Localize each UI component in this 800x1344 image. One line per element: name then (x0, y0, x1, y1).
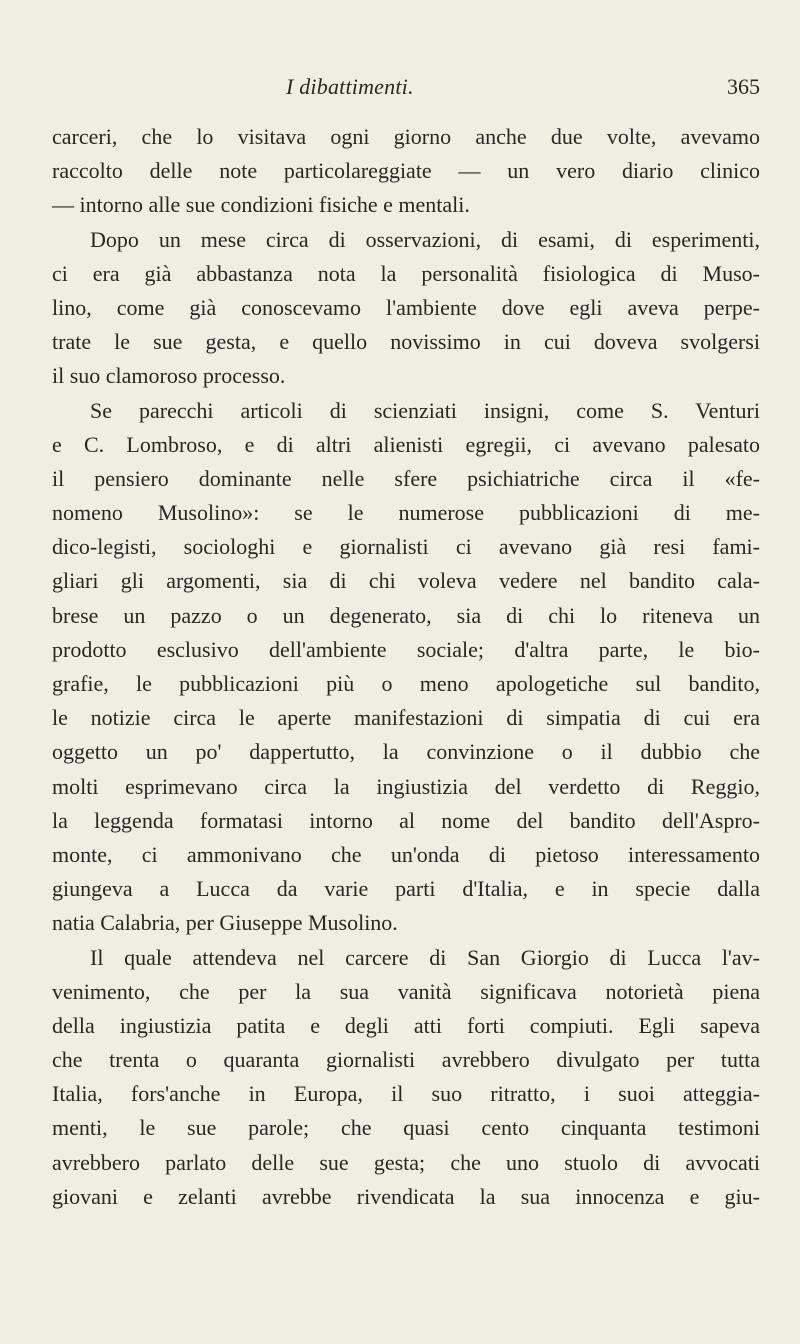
text-line: della ingiustizia patita e degli atti forti compiuti. Egli sapeva (52, 1012, 760, 1038)
text-line: avrebbero parlato delle sue gesta; che uno stuolo di avvocati (52, 1149, 760, 1175)
text-line: la leggenda formatasi intorno al nome del bandito dell'Aspro- (52, 807, 760, 833)
text-line: dico-legisti, sociologhi e giornalisti ci avevano già resi fami- (52, 534, 760, 560)
text-line: venimento, che per la sua vanità significava notorietà piena (52, 978, 760, 1004)
text-line: molti esprimevano circa la ingiustizia del verdetto di Reggio, (52, 773, 760, 799)
text-line: Il quale attendeva nel carcere di San Giorgio di Lucca l'av- (90, 944, 760, 970)
text-line: oggetto un po' dappertutto, la convinzione o il dubbio che (52, 739, 760, 765)
text-line: brese un pazzo o un degenerato, sia di chi lo riteneva un (52, 602, 760, 628)
text-line: grafie, le pubblicazioni più o meno apologetiche sul bandito, (52, 671, 760, 696)
running-head (52, 74, 760, 118)
text-line: lino, come già conoscevamo l'ambiente dove egli aveva perpe- (52, 294, 760, 320)
text-line: e C. Lombroso, e di altri alienisti egregii, ci avevano palesato (52, 431, 760, 457)
text-line: il pensiero dominante nelle sfere psichiatriche circa il «fe- (52, 465, 760, 491)
text-line: gliari gli argomenti, sia di chi voleva vedere nel bandito cala- (52, 568, 760, 594)
text-line: trate le sue gesta, e quello novissimo in cui doveva svolgersi (52, 329, 760, 355)
page-number: 365 (727, 74, 760, 99)
text-line: prodotto esclusivo dell'ambiente sociale; d'altra parte, le bio- (52, 636, 760, 662)
text-line: raccolto delle note particolareggiate — un vero diario clinico (52, 158, 760, 184)
text-line: menti, le sue parole; che quasi cento cinquanta testimoni (52, 1115, 760, 1141)
text-line: le notizie circa le aperte manifestazioni di simpatia di cui era (52, 705, 760, 731)
text-line: — intorno alle sue condizioni fisiche e mentali. (52, 192, 470, 218)
text-line: carceri, che lo visitava ogni giorno anche due volte, avevamo (52, 124, 760, 149)
text-line: Dopo un mese circa di osservazioni, di esami, di esperimenti, (90, 226, 760, 252)
text-line: Italia, fors'anche in Europa, il suo ritratto, i suoi atteggia- (52, 1081, 760, 1107)
text-line: giovani e zelanti avrebbe rivendicata la sua innocenza e giu- (52, 1183, 760, 1209)
body-text (52, 120, 760, 1214)
running-title: I dibattimenti. (286, 74, 414, 99)
text-line: natia Calabria, per Giuseppe Musolino. (52, 910, 398, 936)
text-line: ci era già abbastanza nota la personalità fisiologica di Muso- (52, 260, 760, 286)
text-line: nomeno Musolino»: se le numerose pubblicazioni di me- (52, 500, 760, 526)
text-line: che trenta o quaranta giornalisti avrebbero divulgato per tutta (52, 1047, 760, 1073)
text-line: giungeva a Lucca da varie parti d'Italia, e in specie dalla (52, 876, 760, 902)
text-line: il suo clamoroso processo. (52, 363, 286, 389)
text-line: monte, ci ammonivano che un'onda di pietoso interessamento (52, 841, 760, 867)
text-line: Se parecchi articoli di scienziati insigni, come S. Venturi (90, 397, 760, 423)
